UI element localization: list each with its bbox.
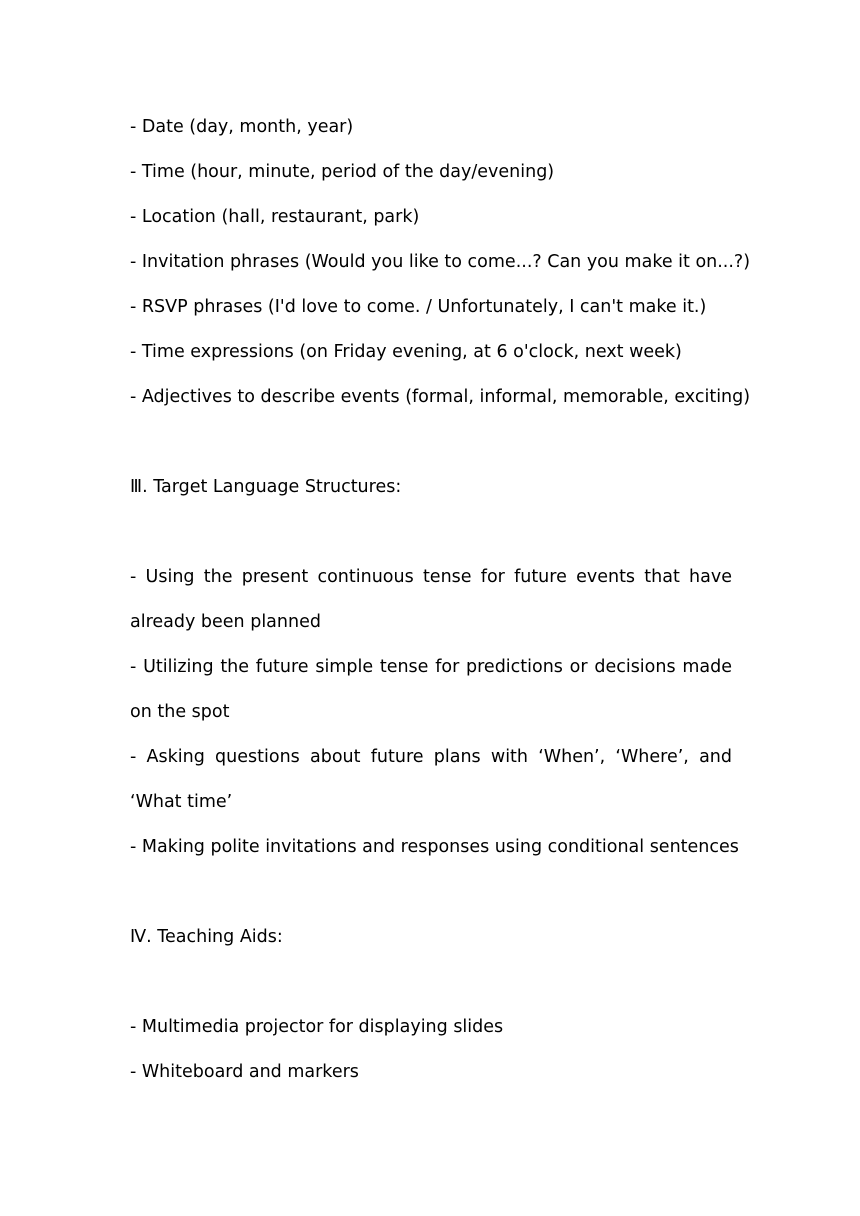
section-heading-teaching-aids: Ⅳ. Teaching Aids:: [130, 927, 283, 947]
vocabulary-item: - Adjectives to describe events (formal, informal, memorable, exciting): [130, 387, 751, 407]
blank-line: [130, 870, 732, 915]
vocabulary-item: - Location (hall, restaurant, park): [130, 207, 420, 227]
teaching-aid-item: - Whiteboard and markers: [130, 1062, 359, 1082]
vocabulary-item: - Time expressions (on Friday evening, at 6 o'clock, next week): [130, 342, 682, 362]
structure-item: - Using the present continuous tense for future events that have already been planned: [130, 567, 732, 632]
vocabulary-item: - Invitation phrases (Would you like to come...? Can you make it on...?): [130, 252, 751, 272]
vocabulary-item: - Date (day, month, year): [130, 117, 354, 137]
vocabulary-item: - Time (hour, minute, period of the day/evening): [130, 162, 555, 182]
structure-item: - Asking questions about future plans with ‘When’, ‘Where’, and ‘What time’: [130, 747, 732, 812]
blank-line: [130, 420, 732, 465]
teaching-aid-item: - Multimedia projector for displaying slides: [130, 1017, 504, 1037]
structure-item: - Utilizing the future simple tense for predictions or decisions made on the spot: [130, 657, 732, 722]
blank-line: [130, 960, 732, 1005]
document-body: [130, 105, 751, 1095]
section-heading-target-language: Ⅲ. Target Language Structures:: [130, 477, 402, 497]
vocabulary-item: - RSVP phrases (I'd love to come. / Unfortunately, I can't make it.): [130, 297, 707, 317]
structure-item: - Making polite invitations and responses using conditional sentences: [130, 837, 739, 857]
blank-line: [130, 510, 732, 555]
